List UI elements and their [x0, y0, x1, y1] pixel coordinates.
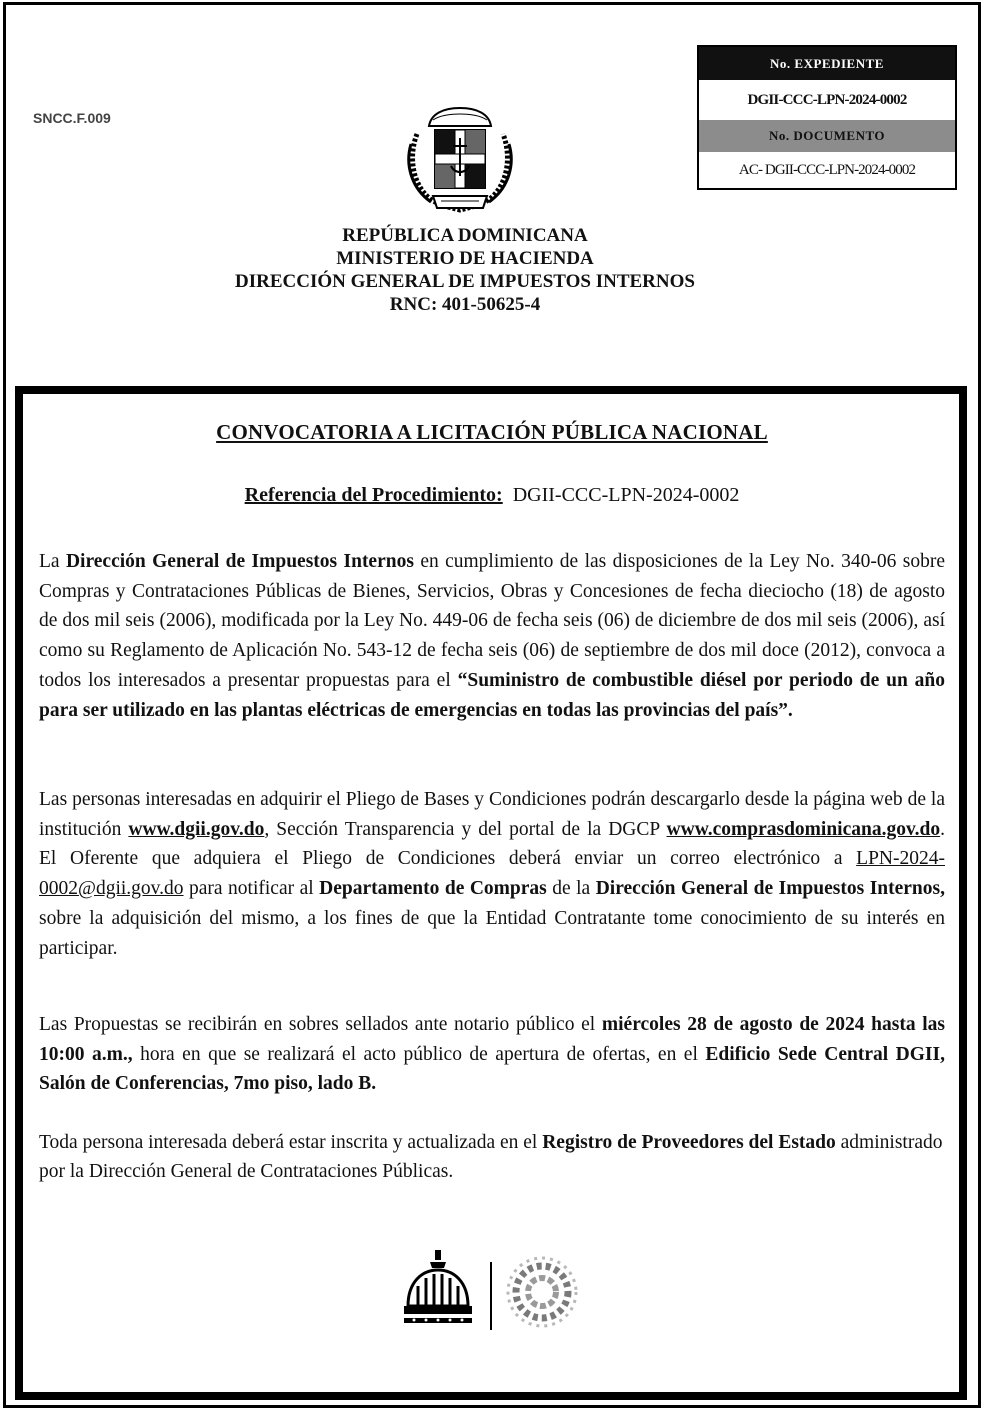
paragraph-registration	[39, 1128, 945, 1186]
text: sobre la adquisición del mismo, a los fines de que la Entidad Contratante tome conocimiento de su interés en participar.	[39, 907, 945, 959]
dgii-website-link[interactable]: www.dgii.gov.do	[128, 818, 265, 840]
text: de la	[546, 878, 596, 900]
header-directorate: DIRECCIÓN GENERAL DE IMPUESTOS INTERNOS	[235, 271, 695, 292]
logo-divider	[490, 1262, 492, 1330]
header-country: REPÚBLICA DOMINICANA	[342, 225, 588, 246]
procedure-reference	[0, 484, 984, 507]
footer-logos	[400, 1248, 590, 1338]
text: Toda persona interesada deberá estar inscrita y actualizada en el	[39, 1132, 543, 1153]
expediente-label: No. EXPEDIENTE	[699, 47, 955, 80]
government-header	[0, 224, 930, 316]
text: Las Propuestas se recibirán en sobres sellados ante notario público el	[39, 1014, 602, 1035]
text: Las personas interesadas en adquirir el Pliego de Bases y Condiciones podrán descargarlo desde la página web de la institución	[39, 789, 945, 840]
text: hora en que se realizará el acto público de apertura de ofertas, en el	[132, 1043, 706, 1065]
reference-box	[697, 45, 957, 190]
expediente-value: DGII-CCC-LPN-2024-0002	[747, 92, 907, 108]
text: . El Oferente que adquiera el Pliego de Condiciones deberá enviar un correo electrónico a	[39, 818, 945, 870]
emphasis: Departamento de Compras	[319, 878, 547, 900]
coat-of-arms-icon	[403, 104, 518, 216]
emphasis: Registro de Proveedores del Estado	[542, 1132, 836, 1153]
submission-location: Edificio Sede Central DGII, Salón de Conferencias, 7mo piso, lado B.	[39, 1043, 945, 1095]
procurement-object: “Suministro de combustible diésel por periodo de un año para ser utilizado en las plantas eléctricas de emergencias en todas las provincias del país”.	[39, 669, 945, 721]
text: para notificar al	[183, 878, 320, 900]
documento-label: No. DOCUMENTO	[699, 120, 955, 152]
text: , Sección Transparencia y del portal de la DGCP	[264, 818, 667, 840]
emphasis: Dirección General de Impuestos Internos,	[595, 878, 945, 900]
dome-logo-icon	[404, 1250, 472, 1323]
emphasis: Dirección General de Impuestos Internos	[65, 551, 414, 572]
text: en cumplimiento de las disposiciones de la Ley No. 340-06 sobre Compras y Contrataciones Públicas de Bienes, Servicios, Obras y Concesiones de fecha dieciocho (18) de agosto de dos mil seis (2006), modificada por la Ley No. 449-06 de fecha seis (06) de diciembre de dos mil seis (2006), así como su Reglamento de Aplicación No. 543-12 de fecha seis (06) de septiembre de dos mil doce (2012), convoca a todos los interesados a presentar propuestas para el	[39, 551, 945, 691]
text: administrado por la Dirección General de Contrataciones Públicas.	[39, 1132, 943, 1182]
header-ministry: MINISTERIO DE HACIENDA	[336, 248, 594, 269]
documento-value: AC- DGII-CCC-LPN-2024-0002	[738, 162, 916, 178]
notice-title: CONVOCATORIA A LICITACIÓN PÚBLICA NACIONAL	[216, 420, 768, 444]
reference-label: Referencia del Procedimiento:	[244, 484, 503, 506]
text: La	[39, 551, 66, 572]
compras-portal-link[interactable]: www.comprasdominicana.gov.do	[666, 818, 941, 840]
email-link[interactable]: LPN-2024-0002@dgii.gov.do	[39, 848, 945, 900]
submission-datetime: miércoles 28 de agosto de 2024 hasta las 10:00 a.m.,	[39, 1014, 946, 1065]
reference-value: DGII-CCC-LPN-2024-0002	[512, 484, 740, 506]
form-code: SNCC.F.009	[33, 110, 111, 126]
paragraph-intro	[39, 547, 945, 725]
dgii-sun-logo-icon	[508, 1258, 576, 1326]
paragraph-documents	[39, 785, 945, 963]
paragraph-submission	[39, 1010, 945, 1099]
header-rnc: RNC: 401-50625-4	[389, 294, 541, 315]
